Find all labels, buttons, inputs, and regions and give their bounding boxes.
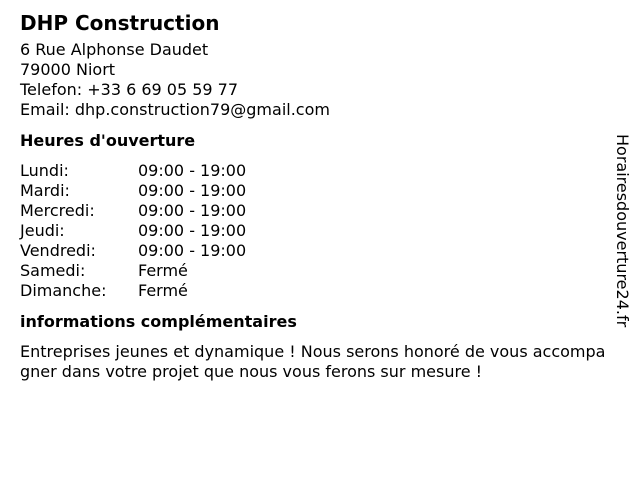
hours-time: Fermé (138, 281, 188, 300)
hours-day: Vendredi: (20, 241, 96, 260)
business-card (20, 10, 610, 382)
hours-day: Samedi: (20, 261, 86, 280)
hours-heading: Heures d'ouverture (20, 131, 196, 150)
hours-row-saturday (20, 261, 610, 281)
hours-time: 09:00 - 19:00 (138, 221, 247, 240)
email-line: Email: dhp.construction79@gmail.com (20, 100, 330, 119)
hours-day: Mercredi: (20, 201, 95, 220)
hours-row-friday (20, 241, 610, 261)
hours-time: 09:00 - 19:00 (138, 201, 247, 220)
hours-time: 09:00 - 19:00 (138, 181, 247, 200)
info-description: Entreprises jeunes et dynamique ! Nous serons honoré de vous accompagner dans votre projet que nous vous ferons sur mesure ! (20, 342, 606, 381)
hours-row-thursday (20, 221, 610, 241)
hours-day: Dimanche: (20, 281, 107, 300)
hours-time: 09:00 - 19:00 (138, 241, 247, 260)
address-city: 79000 Niort (20, 60, 116, 79)
site-watermark: Horairesdouverture24.fr (613, 134, 632, 328)
phone-line: Telefon: +33 6 69 05 59 77 (20, 80, 239, 99)
hours-day: Jeudi: (20, 221, 65, 240)
info-heading: informations complémentaires (20, 312, 297, 331)
hours-row-tuesday (20, 181, 610, 201)
hours-time: 09:00 - 19:00 (138, 161, 247, 180)
hours-row-wednesday (20, 201, 610, 221)
hours-time: Fermé (138, 261, 188, 280)
hours-row-monday (20, 161, 610, 181)
business-name: DHP Construction (20, 11, 220, 35)
address-street: 6 Rue Alphonse Daudet (20, 40, 209, 59)
hours-day: Mardi: (20, 181, 70, 200)
hours-row-sunday (20, 281, 610, 301)
hours-day: Lundi: (20, 161, 69, 180)
